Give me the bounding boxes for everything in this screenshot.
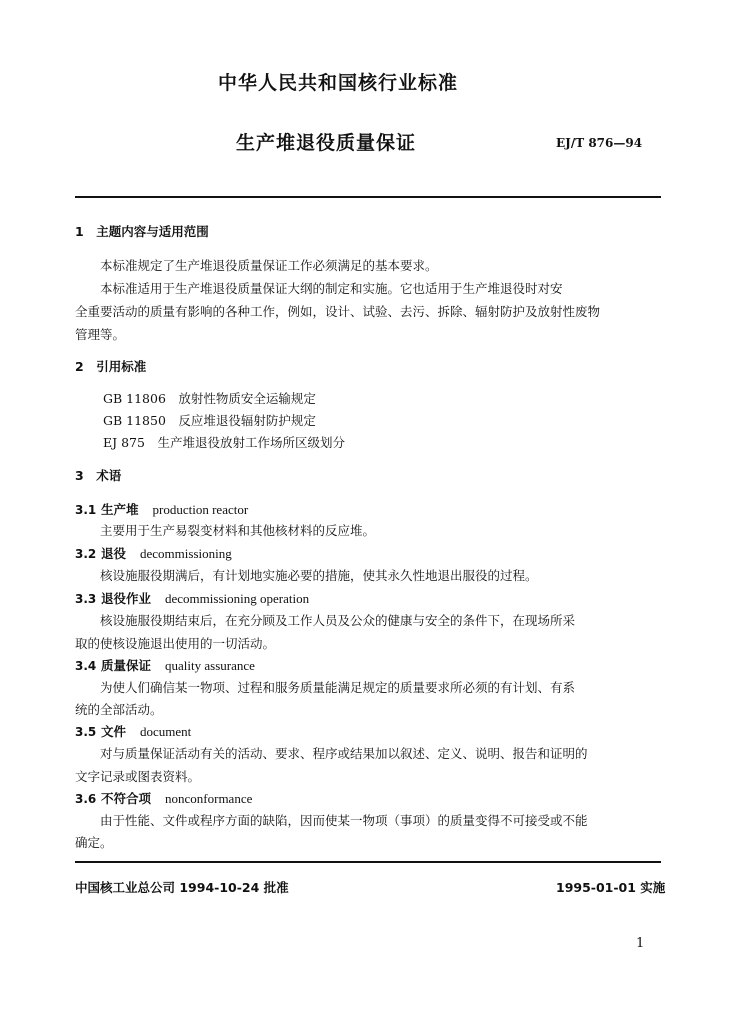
term-english: nonconformance — [165, 791, 253, 806]
term-definition-line: 由于性能、文件或程序方面的缺陷，因而使某一物项（事项）的质量变得不可接受或不能 — [100, 813, 588, 828]
term-heading — [75, 722, 191, 740]
reference-item: GB 11806 放射性物质安全运输规定 — [103, 391, 316, 406]
term-number: 3.1 — [75, 503, 97, 517]
term-heading — [75, 789, 252, 807]
term-definition-line: 核设施服役期满后，有计划地实施必要的措施，使其永久性地退出服役的过程。 — [100, 568, 538, 583]
section-1-paragraph-2-line-1: 本标准适用于生产堆退役质量保证大纲的制定和实施。它也适用于生产堆退役时对安 — [100, 281, 563, 296]
section-1-paragraph-2-line-3: 管理等。 — [75, 327, 126, 342]
section-1-heading: 1 主题内容与适用范围 — [75, 224, 209, 239]
term-definition-line: 确定。 — [75, 835, 113, 850]
approval-line: 中国核工业总公司 1994-10-24 批准 — [75, 880, 289, 895]
issuing-authority: 中华人民共和国核行业标准 — [218, 72, 459, 94]
section-1-paragraph-2-line-2: 全重要活动的质量有影响的各种工作，例如，设计、试验、去污、拆除、辐射防护及放射性废物 — [75, 304, 601, 319]
term-chinese: 文件 — [101, 724, 127, 739]
term-definition-line: 为使人们确信某一物项、过程和服务质量能满足规定的质量要求所必须的有计划、有系 — [100, 680, 576, 695]
term-definition-line: 核设施服役期结束后，在充分顾及工作人员及公众的健康与安全的条件下，在现场所采 — [100, 613, 576, 628]
term-heading — [75, 589, 309, 607]
term-number: 3.5 — [75, 725, 97, 739]
header-rule — [75, 196, 661, 198]
term-chinese: 退役作业 — [101, 591, 152, 606]
term-number: 3.6 — [75, 792, 97, 806]
term-definition-line: 取的使核设施退出使用的一切活动。 — [75, 636, 276, 651]
section-2-heading: 2 引用标准 — [75, 359, 147, 374]
reference-item: EJ 875 生产堆退役放射工作场所区级划分 — [103, 435, 345, 450]
term-number: 3.3 — [75, 592, 97, 606]
page-number: 1 — [636, 936, 645, 951]
effective-date: 1995-01-01 实施 — [556, 880, 666, 895]
term-heading — [75, 656, 255, 674]
section-1-paragraph-1: 本标准规定了生产堆退役质量保证工作必须满足的基本要求。 — [100, 258, 438, 273]
term-chinese: 质量保证 — [101, 658, 152, 673]
term-heading — [75, 544, 232, 562]
term-chinese: 不符合项 — [101, 791, 152, 806]
term-chinese: 退役 — [101, 546, 127, 561]
term-english: decommissioning operation — [165, 591, 310, 606]
standard-title: 生产堆退役质量保证 — [236, 132, 417, 154]
term-definition-line: 主要用于生产易裂变材料和其他核材料的反应堆。 — [100, 523, 376, 538]
standard-code: EJ/T 876—94 — [556, 136, 643, 150]
term-heading — [75, 500, 248, 518]
term-definition-line: 文字记录或图表资料。 — [75, 769, 201, 784]
footer-rule — [75, 861, 661, 863]
reference-item: GB 11850 反应堆退役辐射防护规定 — [103, 413, 316, 428]
term-definition-line: 对与质量保证活动有关的活动、要求、程序或结果加以叙述、定义、说明、报告和证明的 — [100, 746, 588, 761]
term-english: quality assurance — [165, 658, 255, 673]
term-english: decommissioning — [140, 546, 232, 561]
term-number: 3.4 — [75, 659, 97, 673]
term-english: production reactor — [152, 502, 249, 517]
term-definition-line: 统的全部活动。 — [75, 702, 163, 717]
term-number: 3.2 — [75, 547, 97, 561]
term-english: document — [140, 724, 192, 739]
section-3-heading: 3 术语 — [75, 468, 122, 483]
term-chinese: 生产堆 — [101, 502, 139, 517]
